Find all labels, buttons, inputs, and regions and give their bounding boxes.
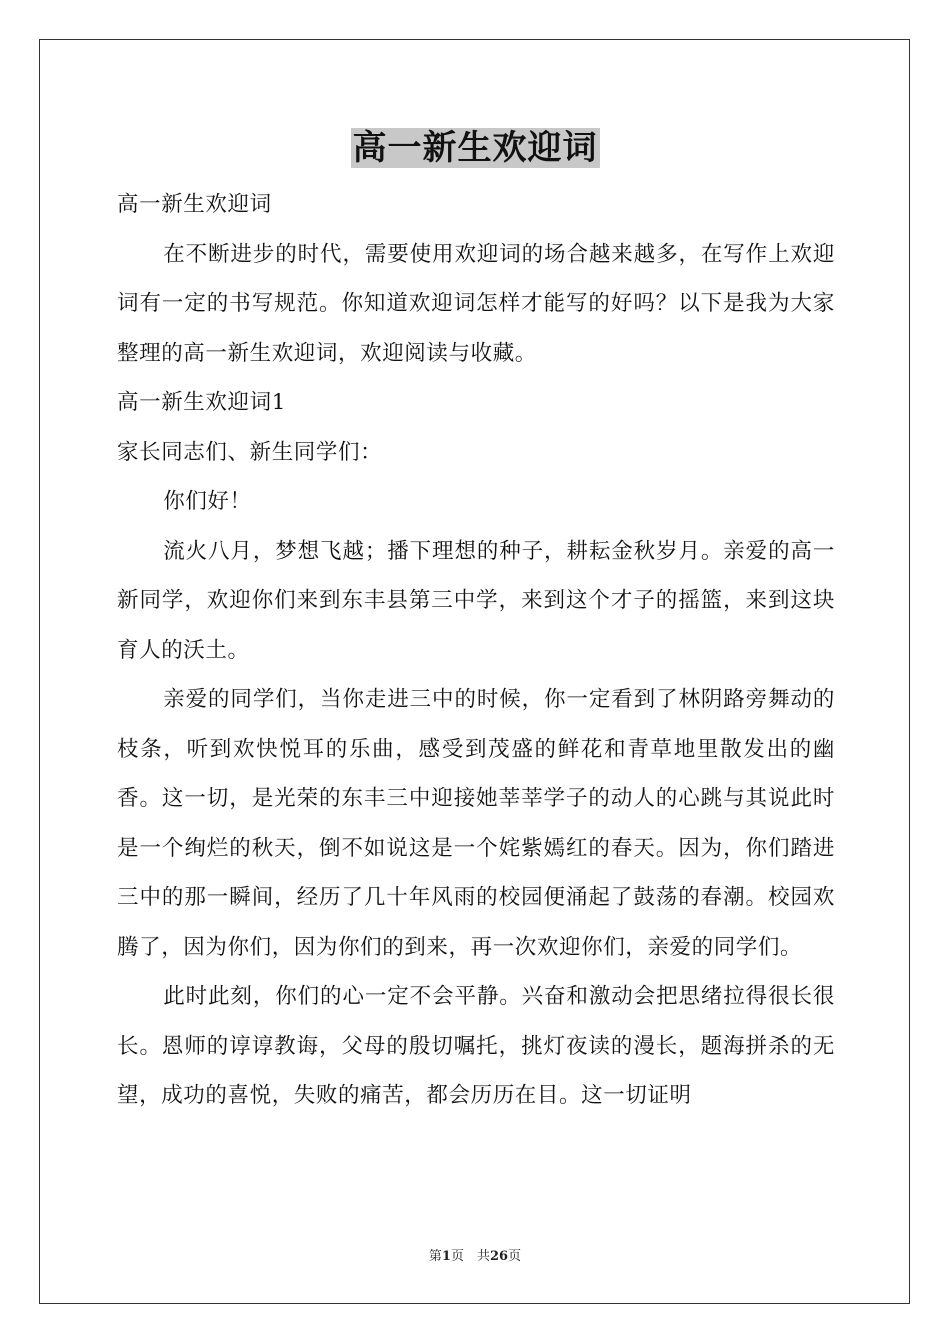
document-title: 高一新生欢迎词 xyxy=(352,128,598,168)
paragraph-intro: 在不断进步的时代，需要使用欢迎词的场合越来越多，在写作上欢迎词有一定的书写规范。你知道欢迎词怎样才能写的好吗？以下是我为大家整理的高一新生欢迎词，欢迎阅读与收藏。 xyxy=(117,241,835,366)
document-body xyxy=(117,180,835,1121)
title-container xyxy=(0,128,950,168)
footer-total-pages: 26 xyxy=(489,1249,509,1264)
footer-current-page: 1 xyxy=(441,1249,451,1264)
footer-suffix: 页 xyxy=(508,1249,522,1264)
footer-middle: 页 共 xyxy=(450,1249,490,1264)
paragraph-subtitle: 高一新生欢迎词 xyxy=(117,192,272,217)
paragraph-body: 亲爱的同学们，当你走进三中的时候，你一定看到了林阴路旁舞动的枝条，听到欢快悦耳的乐曲，感受到茂盛的鲜花和青草地里散发出的幽香。这一切，是光荣的东丰三中迎接她莘莘学子的动人的心跳与其说此时是一个绚烂的秋天，倒不如说这是一个姹紫嫣红的春天。因为，你们踏进三中的那一瞬间，经历了几十年风雨的校园便涌起了鼓荡的春潮。校园欢腾了，因为你们，因为你们的到来，再一次欢迎你们，亲爱的同学们。 xyxy=(117,687,835,960)
paragraph-greeting: 你们好！ xyxy=(163,489,252,514)
page-footer xyxy=(0,1249,950,1265)
footer-prefix: 第 xyxy=(428,1249,442,1264)
paragraph-body: 流火八月，梦想飞越；播下理想的种子，耕耘金秋岁月。亲爱的高一新同学，欢迎你们来到东丰县第三中学，来到这个才子的摇篮，来到这块育人的沃土。 xyxy=(117,538,835,663)
paragraph-body: 此时此刻，你们的心一定不会平静。兴奋和激动会把思绪拉得很长很长。恩师的谆谆教诲，父母的殷切嘱托，挑灯夜读的漫长，题海拼杀的无望，成功的喜悦，失败的痛苦，都会历历在目。这一切证明 xyxy=(117,984,835,1108)
paragraph-section-heading: 高一新生欢迎词1 xyxy=(117,390,286,415)
paragraph-salutation: 家长同志们、新生同学们： xyxy=(117,439,383,465)
